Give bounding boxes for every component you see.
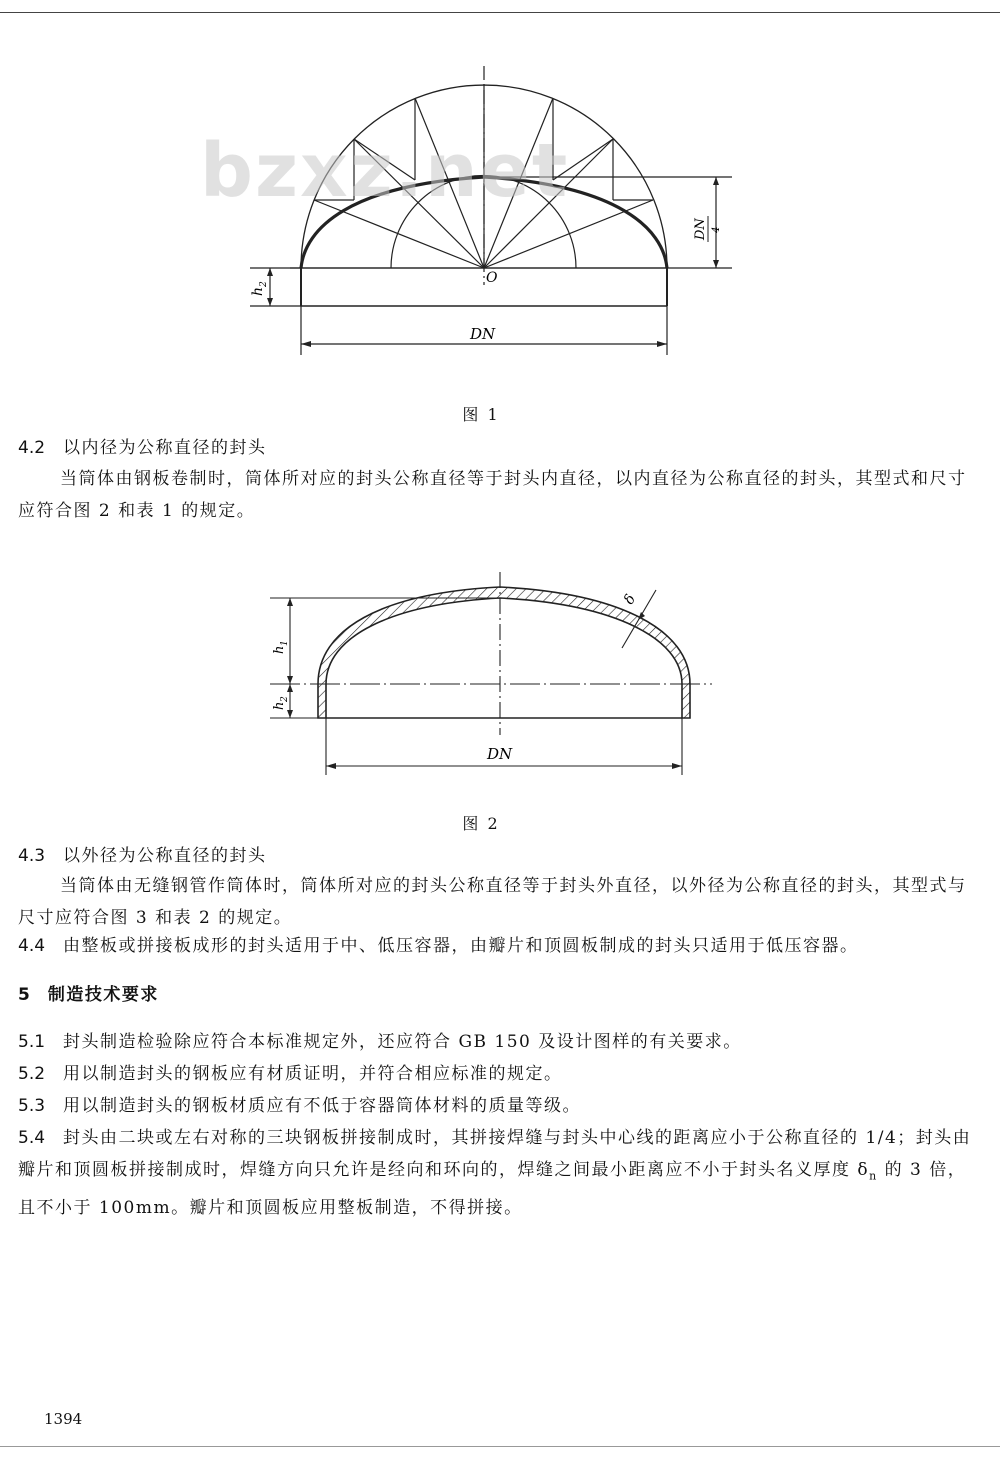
fig1-label-h2: h <box>250 286 266 296</box>
fig2-caption: 图 2 <box>462 814 500 833</box>
section-4-3-title: 4.3 以外径为公称直径的封头 <box>18 846 267 866</box>
footer-rule <box>0 1446 1000 1447</box>
fig2-label-delta: δ <box>621 591 640 608</box>
fig1-label-o: O <box>486 270 498 286</box>
section-5-4: 5.4 封头由二块或左右对称的三块钢板拼接制成时，其拼接焊缝与封头中心线的距离应小于公称直径的 1/4；封头由瓣片和顶圆板拼接制成时，焊缝方向只允许是经向和环向的，焊缝之间最小距离应不小于封头名义厚度 $\delta_n$ 的 3 倍，且不小于 100mm。瓣片和顶圆板应用整板制造，不得拼接。 <box>18 1128 972 1219</box>
fig2-label-h1-sub: 1 <box>280 640 290 646</box>
watermark: bzxz.net <box>200 128 570 214</box>
fig1-label-h2-sub: 2 <box>259 281 269 287</box>
section-4-3-body: 当筒体由无缝钢管作筒体时，筒体所对应的封头公称直径等于封头外直径，以外径为公称直径的封头，其型式与尺寸应符合图 3 和表 2 的规定。 <box>18 876 967 928</box>
section-4-2-title: 4.2 以内径为公称直径的封头 <box>18 438 267 458</box>
page-number: 1394 <box>44 1410 83 1428</box>
fig2-label-h2-sub: 2 <box>280 696 290 702</box>
section-5-2: 5.2 用以制造封头的钢板应有材质证明，并符合相应标准的规定。 <box>18 1064 563 1084</box>
section-4-4: 4.4 由整板或拼接板成形的封头适用于中、低压容器，由瓣片和顶圆板制成的封头只适用于低压容器。 <box>18 936 859 956</box>
fig2-label-h2: h <box>272 701 287 710</box>
figure-2 <box>0 560 1000 800</box>
section-4-2-body: 当筒体由钢板卷制时，筒体所对应的封头公称直径等于封头内直径，以内直径为公称直径的封头，其型式和尺寸应符合图 2 和表 1 的规定。 <box>18 469 967 521</box>
fig1-label-dn4-top: DN <box>693 218 708 240</box>
fig2-label-dn: DN <box>487 745 513 763</box>
section-5-1: 5.1 封头制造检验除应符合本标准规定外，还应符合 GB 150 及设计图样的有关要求。 <box>18 1032 742 1052</box>
section-5-title: 5 制造技术要求 <box>18 985 159 1005</box>
section-5-3: 5.3 用以制造封头的钢板材质应有不低于容器筒体材料的质量等级。 <box>18 1096 582 1116</box>
fig1-caption: 图 1 <box>462 405 500 424</box>
fig2-label-h1: h <box>272 645 287 654</box>
fig1-label-dn: DN <box>470 325 496 343</box>
fig1-label-dn4-bottom: 4 <box>711 226 722 233</box>
